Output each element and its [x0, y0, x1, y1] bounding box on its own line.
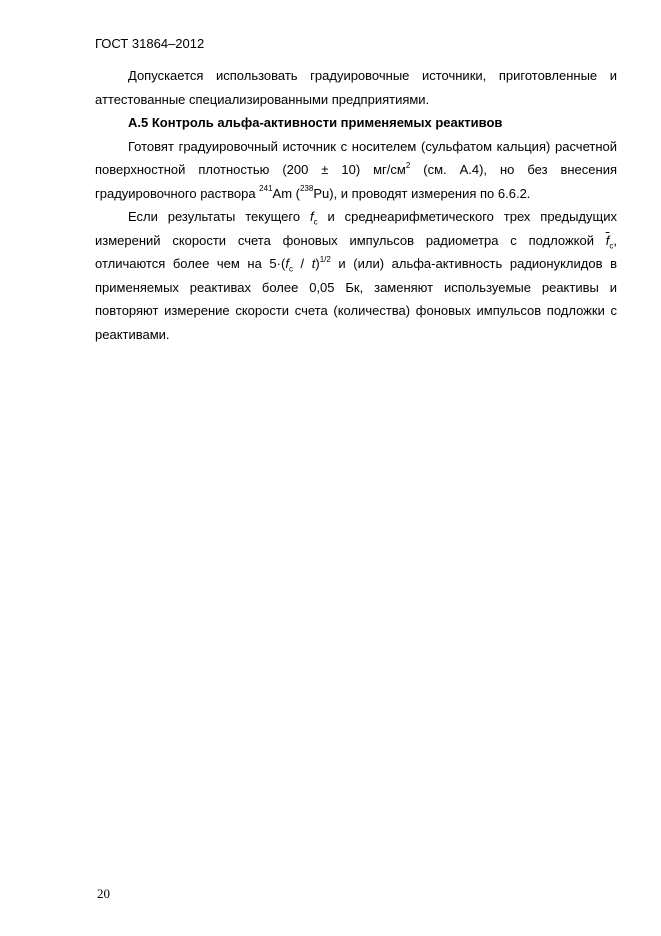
superscript: 1/2 — [319, 254, 331, 264]
subscript: c — [288, 264, 293, 274]
superscript: 241 — [259, 184, 273, 194]
paragraph-text: (см. А.4), но без внесения градуировочного раствора — [95, 162, 617, 201]
paragraph-calibration-source-preparation — [95, 135, 617, 206]
paragraph-calibration-sources: Допускается использовать градуировочные источники, приготовленные и аттестованные специализированными предприятиями. — [95, 68, 617, 107]
paragraph-text: Если результаты текущего — [128, 209, 310, 224]
variable-f-mean: $\overline{f}$ — [605, 232, 610, 248]
paragraph-text: ) — [315, 256, 320, 271]
paragraph-text: и среднеарифметического трех предыдущих измерений скорости счета фоновых импульсов радиометра с подложкой — [95, 209, 617, 248]
paragraph-text: , отличаются более чем на 5·( — [95, 232, 617, 271]
paragraph-text: Am ( — [272, 185, 300, 201]
document-header: ГОСТ 31864–2012 — [95, 36, 205, 51]
subscript: c — [609, 241, 614, 251]
variable-f: f — [285, 256, 289, 271]
variable-f: f — [309, 209, 314, 224]
page-number: 20 — [97, 886, 110, 901]
paragraph-text: Готовят градуировочный источник с носителем (сульфатом кальция) расчетной поверхностной плотностью (200 ± 10) мг/см — [95, 138, 617, 177]
paragraph-text: / — [292, 256, 312, 271]
paragraph-text: Pu), и проводят измерения по 6.6.2. — [313, 185, 531, 201]
variable-t: t — [311, 256, 316, 271]
superscript: 238 — [299, 184, 314, 194]
superscript: 2 — [405, 160, 411, 170]
paragraph-background-check — [95, 205, 617, 346]
paragraph-text: и (или) альфа-активность радионуклидов в применяемых реактивах более 0,05 Бк, заменяют используемые реактивы и повторяют измерение скорости счета (количества) фоновых импульсов подложки с реактивами. — [95, 256, 617, 342]
section-heading: А.5 Контроль альфа-активности применяемых реактивов — [128, 115, 503, 130]
subscript: c — [313, 217, 318, 227]
document-body — [95, 64, 617, 346]
